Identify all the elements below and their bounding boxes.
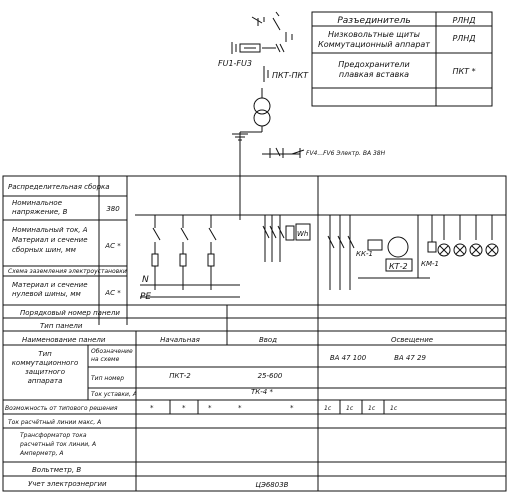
row-ct: Трансформатор тока расчетный ток линии, А Амперметр, А — [20, 432, 97, 457]
row-neutral-value: АС * — [105, 289, 121, 297]
kk-box-label: КТ-2 — [389, 262, 408, 271]
device-group-label: Тип коммутационного защитного аппарата — [11, 350, 79, 385]
row-current-value: АС * — [105, 242, 121, 250]
deviation-mark: 1с — [324, 405, 332, 412]
deviation-mark: * — [290, 404, 294, 412]
row-distribution: Распределительная сборка — [8, 183, 110, 191]
panel-name-initial: Начальная — [160, 336, 200, 344]
km-label: КМ-1 — [421, 260, 439, 268]
pe-label: PE — [140, 292, 152, 302]
busbar-schematic — [135, 176, 506, 297]
legend-row-2-code: РЛНД — [452, 34, 476, 43]
type-va1: ВА 47 100 — [329, 354, 367, 362]
type-va2: ВА 47 29 — [394, 354, 426, 362]
panel-name-lighting: Освещение — [390, 336, 434, 344]
row-line-current: Ток расчётный линии макс, А — [8, 419, 102, 426]
row-neutral: Материал и сечение нулевой шины, мм — [12, 281, 88, 298]
row-grounding: Схема заземления электроустановки — [8, 268, 127, 275]
row-panel-type: Тип панели — [40, 322, 83, 330]
deviation-mark: * — [208, 404, 212, 412]
row-metering: Учет электроэнергии — [28, 480, 107, 488]
row-voltmeter: Вольтметр, В — [32, 466, 82, 474]
kk-label: КК-1 — [356, 250, 373, 258]
cable-label: FV4...FV6 Электр. ВА 38Н — [306, 150, 386, 157]
deviation-mark: 1с — [368, 405, 376, 412]
type-current1: 25-600 — [257, 372, 283, 380]
cable-breaker-symbol — [262, 148, 304, 158]
device-sub-type: Тип номер — [91, 375, 125, 382]
n-label: N — [142, 275, 149, 285]
deviation-mark: * — [238, 404, 242, 412]
row-voltage-value: 380 — [106, 205, 120, 213]
legend-row-3-code: ПКТ * — [452, 67, 476, 76]
device-sub-setting: Ток уставки, А — [91, 391, 137, 398]
deviation-mark: * — [150, 404, 154, 412]
row-panel-number: Порядковый номер панели — [20, 309, 120, 317]
pkt-label: ПКТ-ПКТ — [272, 71, 309, 80]
type-pkt: ПКТ-2 — [169, 372, 191, 380]
deviation-mark: * — [182, 404, 186, 412]
type-tt: ТК-4 * — [251, 388, 273, 396]
panel-name-input: Ввод — [258, 336, 278, 344]
fu-label: FU1-FU3 — [218, 59, 252, 68]
meter-value: ЦЭ6803В — [255, 481, 289, 489]
legend-row-1-code: РЛНД — [452, 16, 476, 25]
legend-row-1-name: Разъединитель — [337, 16, 411, 26]
legend-row-3-name: Предохранители плавкая вставка — [338, 60, 410, 79]
legend-table — [312, 12, 492, 106]
row-panel-name: Наименование панели — [22, 336, 106, 344]
row-deviation: Возможность от типового решения — [5, 405, 118, 412]
meter-label: Wh — [297, 230, 309, 238]
device-sub-designation: Обозначение на схеме — [91, 348, 133, 363]
deviation-mark: 1с — [390, 405, 398, 412]
deviation-mark: 1с — [346, 405, 354, 412]
legend-row-2-name: Низковольтные щиты Коммутационный аппарат — [318, 30, 430, 49]
row-voltage: Номинальное напряжение, В — [12, 199, 68, 216]
row-current: Номинальный ток, А Материал и сечение сборных шин, мм — [12, 226, 88, 254]
